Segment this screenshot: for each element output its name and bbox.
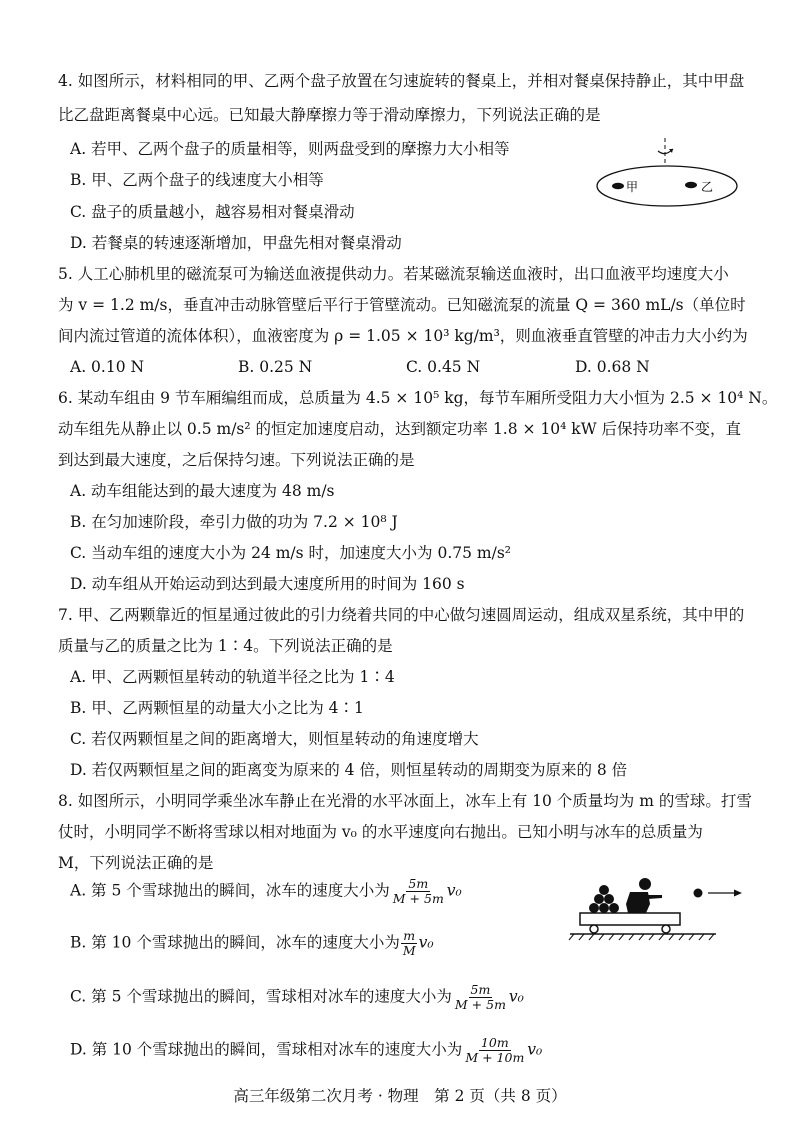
snowball-pile <box>589 885 619 913</box>
cart-wheel-right <box>662 925 670 933</box>
q6-option-b: B. 在匀加速阶段，牵引力做的功为 7.2 × 10⁸ J <box>70 513 398 531</box>
plate-jia-label: 甲 <box>626 180 639 194</box>
ground-hatching <box>569 934 714 940</box>
plate-yi-label: 乙 <box>701 180 714 194</box>
q8-stem-line3: M，下列说法正确的是 <box>58 854 214 872</box>
q4-stem-line1: 4. 如图所示，材料相同的甲、乙两个盘子放置在匀速旋转的餐桌上，并相对餐桌保持静止，其中甲盘 <box>58 72 745 90</box>
q6-stem-line3: 到达到最大速度，之后保持匀速。下列说法正确的是 <box>58 451 415 469</box>
q8-option-c-numerator: 5m <box>470 982 491 997</box>
q4-option-c: C. 盘子的质量越小，越容易相对餐桌滑动 <box>70 203 355 221</box>
q6-option-a: A. 动车组能达到的最大速度为 48 m/s <box>70 482 335 500</box>
cart-wheel-left <box>590 925 598 933</box>
page-footer: 高三年级第二次月考 · 物理 第 2 页（共 8 页） <box>233 1087 567 1105</box>
person-xiaoming <box>626 878 662 913</box>
q4-stem-line2: 比乙盘距离餐桌中心远。已知最大静摩擦力等于滑动摩擦力，下列说法正确的是 <box>58 106 601 124</box>
q5-stem-line3: 间内流过管道的流体体积），血液密度为 ρ = 1.05 × 10³ kg/m³，则血液垂直管壁的冲击力大小约为 <box>58 327 748 345</box>
q7-option-a: A. 甲、乙两颗恒星转动的轨道半径之比为 1∶4 <box>70 668 395 686</box>
q6-stem-line1: 6. 某动车组由 9 节车厢编组而成，总质量为 4.5 × 10⁵ kg，每节车厢所受阻力大小恒为 2.5 × 10⁴ N。 <box>58 389 778 407</box>
q7-option-b: B. 甲、乙两颗恒星的动量大小之比为 4∶1 <box>70 699 364 717</box>
q8-option-d-v0: v₀ <box>527 1040 543 1059</box>
q5-stem-line2: 为 v = 1.2 m/s，垂直冲击动脉管壁后平行于管壁流动。已知磁流泵的流量 Q = 360 mL/s（单位时 <box>58 296 746 314</box>
q7-stem-line1: 7. 甲、乙两颗靠近的恒星通过彼此的引力绕着共同的中心做匀速圆周运动，组成双星系统，其中甲的 <box>58 606 745 624</box>
q8-stem-line1: 8. 如图所示，小明同学乘坐冰车静止在光滑的水平冰面上，冰车上有 10 个质量均为 m 的雪球。打雪 <box>58 792 752 810</box>
q5-stem-line1: 5. 人工心肺机里的磁流泵可为输送血液提供动力。若某磁流泵输送血液时，出口血液平均速度大小 <box>58 265 729 283</box>
q8-option-c <box>70 983 524 1012</box>
q5-option-c: C. 0.45 N <box>406 358 481 376</box>
q4-option-a: A. 若甲、乙两个盘子的质量相等，则两盘受到的摩擦力大小相等 <box>70 140 510 158</box>
q6-option-c: C. 当动车组的速度大小为 24 m/s 时，加速度大小为 0.75 m/s² <box>70 544 511 562</box>
plate-yi <box>685 182 697 188</box>
q5-option-a: A. 0.10 N <box>70 358 145 376</box>
q8-stem-line2: 仗时，小明同学不断将雪球以相对地面为 v₀ 的水平速度向右抛出。已知小明与冰车的总质量为 <box>58 823 703 841</box>
q8-option-c-text: C. 第 5 个雪球抛出的瞬间，雪球相对冰车的速度大小为 <box>70 987 452 1006</box>
q8-option-a <box>70 877 462 906</box>
q7-option-c: C. 若仅两颗恒星之间的距离增大，则恒星转动的角速度增大 <box>70 730 479 748</box>
q8-ice-cart-figure <box>566 868 756 942</box>
q8-option-a-fraction <box>391 877 446 906</box>
q7-stem-line2: 质量与乙的质量之比为 1∶4。下列说法正确的是 <box>58 637 393 655</box>
thrown-snowball <box>694 889 703 898</box>
q8-option-b <box>70 929 434 958</box>
q4-option-b: B. 甲、乙两个盘子的线速度大小相等 <box>70 171 324 189</box>
q8-option-b-fraction <box>401 929 418 958</box>
q8-option-d <box>70 1036 542 1065</box>
q8-option-a-v0: v₀ <box>446 881 462 900</box>
q8-option-c-fraction <box>453 983 508 1012</box>
q8-option-d-denominator: M + 10m <box>465 1050 525 1065</box>
q6-stem-line2: 动车组先从静止以 0.5 m/s² 的恒定加速度启动，达到额定功率 1.8 × 10⁴ kW 后保持功率不变，直 <box>58 420 742 438</box>
q6-option-d: D. 动车组从开始运动到达到最大速度所用的时间为 160 s <box>70 575 465 593</box>
q4-rotating-table-figure <box>595 136 745 210</box>
q7-option-d: D. 若仅两颗恒星之间的距离变为原来的 4 倍，则恒星转动的周期变为原来的 8 倍 <box>70 761 628 779</box>
q8-option-a-text: A. 第 5 个雪球抛出的瞬间，冰车的速度大小为 <box>70 881 390 900</box>
q8-option-d-numerator: 10m <box>480 1035 509 1050</box>
q8-option-b-v0: v₀ <box>418 933 434 952</box>
q8-option-c-v0: v₀ <box>508 987 524 1006</box>
plate-jia <box>612 183 624 189</box>
ice-cart <box>580 913 680 925</box>
q5-option-d: D. 0.68 N <box>575 358 650 376</box>
q8-option-c-denominator: M + 5m <box>454 997 506 1012</box>
q5-option-b: B. 0.25 N <box>238 358 313 376</box>
q8-option-d-text: D. 第 10 个雪球抛出的瞬间，雪球相对冰车的速度大小为 <box>70 1040 463 1059</box>
q8-option-a-denominator: M + 5m <box>392 891 444 906</box>
q8-option-b-denominator: M <box>402 943 416 958</box>
q8-option-a-numerator: 5m <box>408 876 429 891</box>
q8-option-b-text: B. 第 10 个雪球抛出的瞬间，冰车的速度大小为 <box>70 933 400 952</box>
q4-option-d: D. 若餐桌的转速逐渐增加，甲盘先相对餐桌滑动 <box>70 234 402 252</box>
q8-option-b-numerator: m <box>403 928 416 943</box>
q8-option-d-fraction <box>463 1036 526 1065</box>
